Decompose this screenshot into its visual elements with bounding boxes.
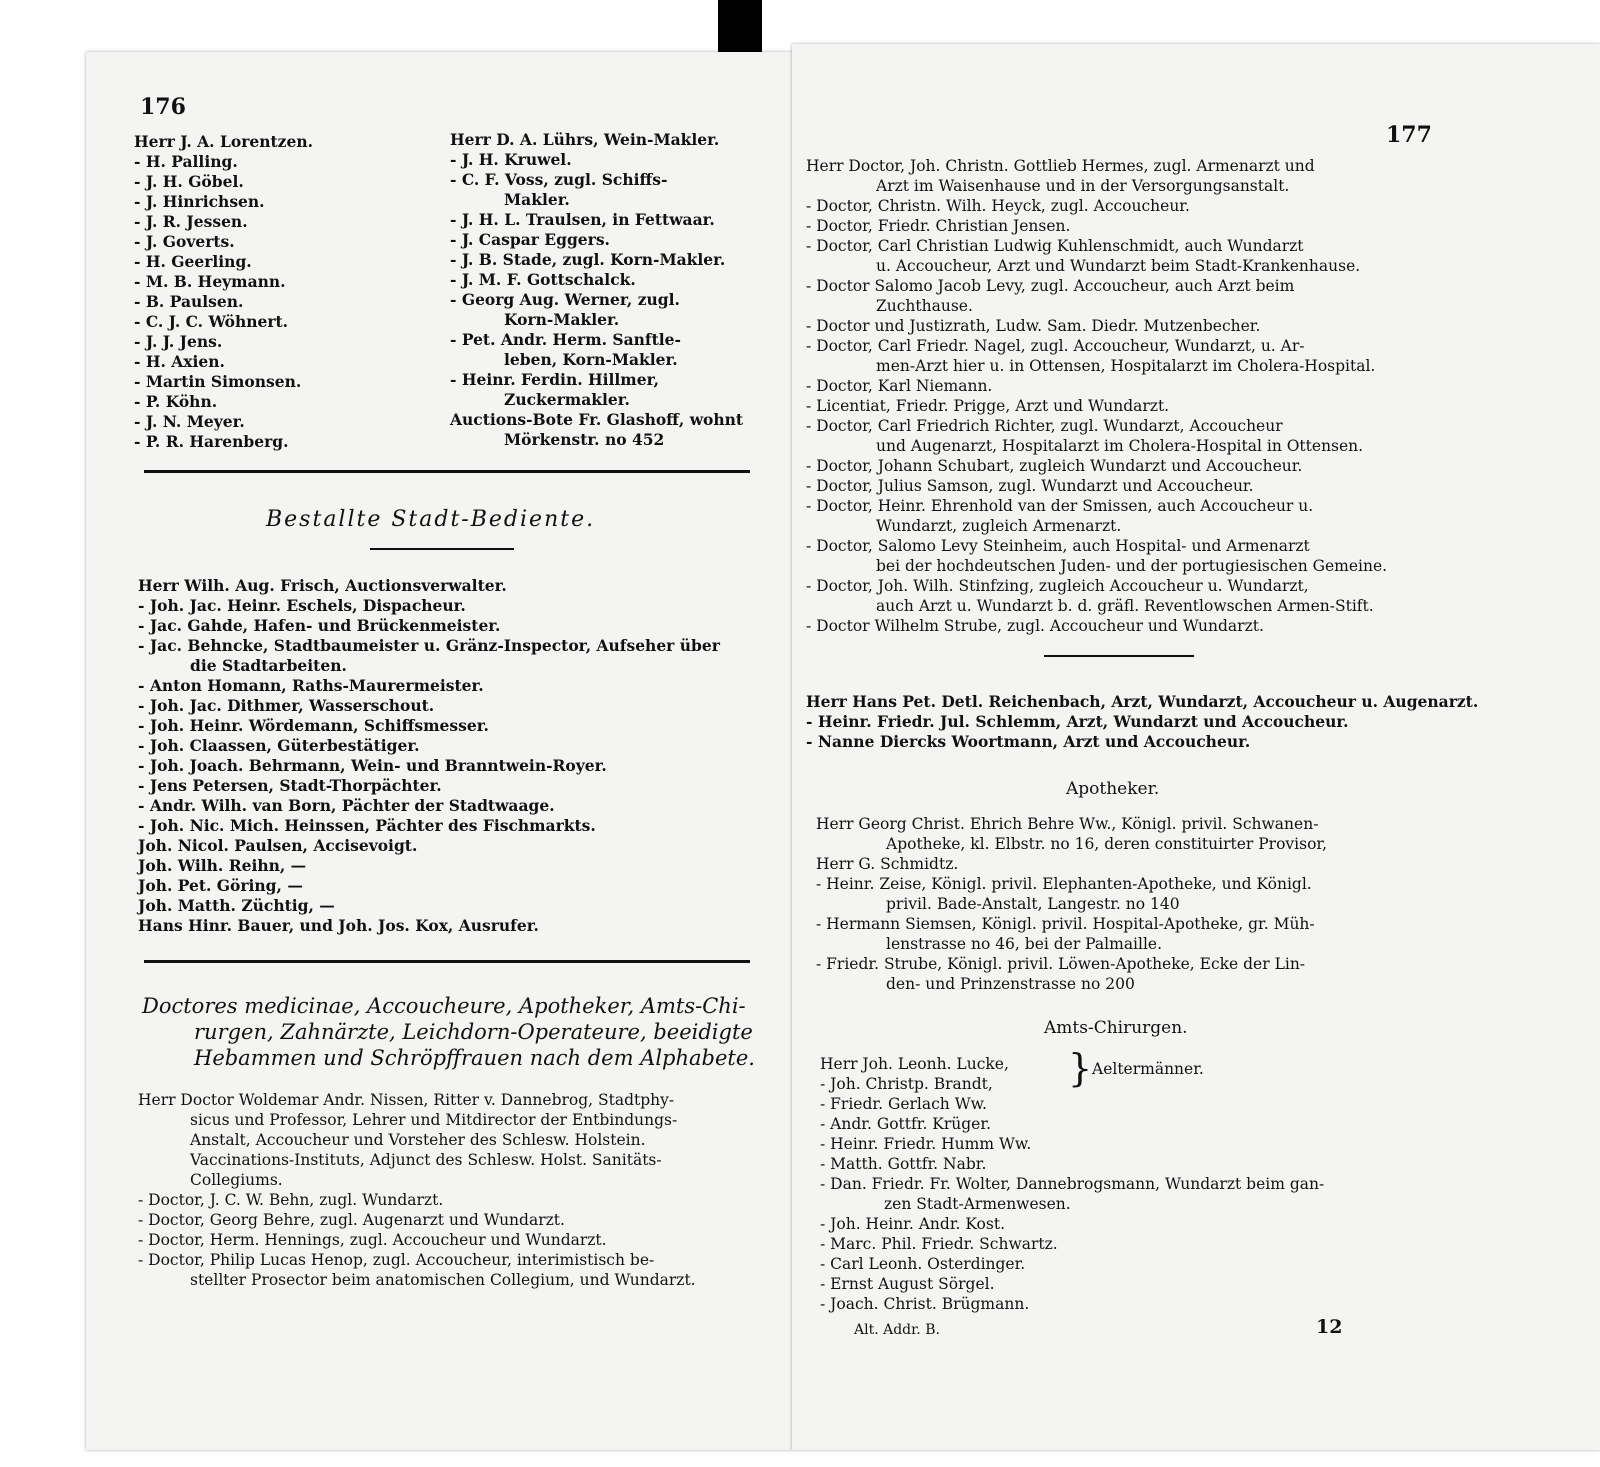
entry-line: Herr G. Schmidtz.	[816, 855, 959, 873]
entry-line: - Doctor, Joh. Wilh. Stinfzing, zugleich Accoucheur u. Wundarzt,	[806, 577, 1309, 595]
entry-line: - J. Hinrichsen.	[134, 192, 265, 211]
entry-line: auch Arzt u. Wundarzt b. d. gräfl. Reventlowschen Armen-Stift.	[876, 597, 1374, 615]
entry-line: - Georg Aug. Werner, zugl.	[450, 290, 680, 309]
entry-line: - Doctor, Herm. Hennings, zugl. Accoucheur und Wundarzt.	[138, 1231, 607, 1249]
entry-line: Vaccinations-Instituts, Adjunct des Schlesw. Holst. Sanitäts-	[190, 1151, 662, 1169]
entry-line: - Friedr. Gerlach Ww.	[820, 1095, 987, 1113]
entry-line: - Friedr. Strube, Königl. privil. Löwen-Apotheke, Ecke der Lin-	[816, 955, 1306, 973]
entry-line: Apotheke, kl. Elbstr. no 16, deren constituirter Provisor,	[886, 835, 1328, 853]
entry-line: Joh. Matth. Züchtig, —	[138, 896, 335, 915]
entry-line: Collegiums.	[190, 1171, 283, 1189]
entry-line: stellter Prosector beim anatomischen Collegium, und Wundarzt.	[190, 1271, 696, 1289]
entry-line: - J. J. Jens.	[134, 332, 223, 351]
entry-line: - Doctor, Carl Christian Ludwig Kuhlenschmidt, auch Wundarzt	[806, 237, 1304, 255]
entry-line: - Andr. Gottfr. Krüger.	[820, 1115, 991, 1133]
entry-line: - Joach. Christ. Brügmann.	[820, 1295, 1030, 1313]
entry-line: leben, Korn-Makler.	[504, 350, 678, 369]
entry-line: Herr D. A. Lührs, Wein-Makler.	[450, 130, 720, 149]
entry-line: - Ernst August Sörgel.	[820, 1275, 995, 1293]
right-page	[792, 44, 1600, 1450]
entry-line: - Joh. Jac. Dithmer, Wasserschout.	[138, 696, 435, 715]
entry-line: die Stadtarbeiten.	[190, 656, 347, 675]
entry-line: Joh. Wilh. Reihn, —	[138, 856, 307, 875]
entry-line: zen Stadt-Armenwesen.	[884, 1195, 1071, 1213]
brace: }	[1068, 1046, 1093, 1090]
entry-line: Anstalt, Accoucheur und Vorsteher des Schlesw. Holstein.	[190, 1131, 646, 1149]
entry-line: - J. B. Stade, zugl. Korn-Makler.	[450, 250, 726, 269]
entry-line: Korn-Makler.	[504, 310, 620, 329]
section-divider	[144, 470, 750, 473]
entry-line: Herr Doctor, Joh. Christn. Gottlieb Hermes, zugl. Armenarzt und	[806, 157, 1315, 175]
entry-line: - Doctor, Friedr. Christian Jensen.	[806, 217, 1071, 235]
entry-line: Mörkenstr. no 452	[504, 430, 665, 449]
entry-line: u. Accoucheur, Arzt und Wundarzt beim Stadt-Krankenhause.	[876, 257, 1361, 275]
entry-line: - Hermann Siemsen, Königl. privil. Hospital-Apotheke, gr. Müh-	[816, 915, 1315, 933]
entry-line: - Doctor, Heinr. Ehrenhold van der Smissen, auch Accoucheur u.	[806, 497, 1314, 515]
entry-line: Auctions-Bote Fr. Glashoff, wohnt	[450, 410, 744, 429]
entry-line: - Joh. Claassen, Güterbestätiger.	[138, 736, 420, 755]
entry-line: - Jens Petersen, Stadt-Thorpächter.	[138, 776, 442, 795]
entry-line: - Martin Simonsen.	[134, 372, 302, 391]
entry-line: - Joh. Heinr. Andr. Kost.	[820, 1215, 1006, 1233]
footer-sheet-number: 12	[1316, 1316, 1343, 1338]
entry-line: Makler.	[504, 190, 570, 209]
entry-line: - J. H. Göbel.	[134, 172, 244, 191]
entry-line: Zuckermakler.	[504, 390, 630, 409]
entry-line: - H. Geerling.	[134, 252, 252, 271]
entry-line: - Pet. Andr. Herm. Sanftle-	[450, 330, 681, 349]
entry-line: Herr Wilh. Aug. Frisch, Auctionsverwalter.	[138, 576, 507, 595]
section-title-line: Doctores medicinae, Accoucheure, Apotheker, Amts-Chi-	[142, 994, 746, 1018]
entry-line: - Joh. Nic. Mich. Heinssen, Pächter des Fischmarkts.	[138, 816, 596, 835]
entry-line: - Andr. Wilh. van Born, Pächter der Stadtwaage.	[138, 796, 555, 815]
entry-line: - P. Köhn.	[134, 392, 218, 411]
entry-line: - Heinr. Friedr. Jul. Schlemm, Arzt, Wundarzt und Accoucheur.	[806, 712, 1349, 731]
entry-line: - J. R. Jessen.	[134, 212, 248, 231]
entry-line: lenstrasse no 46, bei der Palmaille.	[886, 935, 1163, 953]
entry-line: - H. Palling.	[134, 152, 238, 171]
entry-line: Herr Georg Christ. Ehrich Behre Ww., Königl. privil. Schwanen-	[816, 815, 1319, 833]
entry-line: - Marc. Phil. Friedr. Schwartz.	[820, 1235, 1058, 1253]
entry-line: - Joh. Joach. Behrmann, Wein- und Branntwein-Royer.	[138, 756, 607, 775]
entry-line: - Doctor und Justizrath, Ludw. Sam. Diedr. Mutzenbecher.	[806, 317, 1261, 335]
entry-line: Herr Hans Pet. Detl. Reichenbach, Arzt, Wundarzt, Accoucheur u. Augenarzt.	[806, 692, 1479, 711]
entry-line: - Doctor Salomo Jacob Levy, zugl. Accoucheur, auch Arzt beim	[806, 277, 1295, 295]
entry-line: - Jac. Behncke, Stadtbaumeister u. Gränz-Inspector, Aufseher über	[138, 636, 720, 655]
entry-line: - Doctor Wilhelm Strube, zugl. Accoucheur und Wundarzt.	[806, 617, 1264, 635]
section-divider	[144, 960, 750, 963]
binder-clip	[718, 0, 762, 52]
entry-line: - Joh. Christp. Brandt,	[820, 1075, 993, 1093]
entry-line: - H. Axien.	[134, 352, 225, 371]
entry-line: Zuchthause.	[876, 297, 973, 315]
entry-line: - Doctor, Salomo Levy Steinheim, auch Hospital- und Armenarzt	[806, 537, 1310, 555]
entry-line: Joh. Nicol. Paulsen, Accisevoigt.	[138, 836, 418, 855]
entry-line: - Doctor, Christn. Wilh. Heyck, zugl. Accoucheur.	[806, 197, 1190, 215]
entry-line: - Carl Leonh. Osterdinger.	[820, 1255, 1026, 1273]
entry-line: - M. B. Heymann.	[134, 272, 286, 291]
entry-line: Arzt im Waisenhause und in der Versorgungsanstalt.	[876, 177, 1290, 195]
entry-line: - Doctor, Philip Lucas Henop, zugl. Accoucheur, interimistisch be-	[138, 1251, 655, 1269]
entry-line: - J. H. L. Traulsen, in Fettwaar.	[450, 210, 715, 229]
entry-line: - Dan. Friedr. Fr. Wolter, Dannebrogsmann, Wundarzt beim gan-	[820, 1175, 1325, 1193]
entry-line: - Doctor, Karl Niemann.	[806, 377, 993, 395]
page-number-right: 177	[1386, 122, 1432, 148]
section-underline	[370, 548, 514, 550]
entry-line: Wundarzt, zugleich Armenarzt.	[876, 517, 1122, 535]
entry-line: - J. M. F. Gottschalck.	[450, 270, 636, 289]
section-title-line: Hebammen und Schröpffrauen nach dem Alphabete.	[194, 1046, 755, 1070]
entry-line: - Nanne Diercks Woortmann, Arzt und Accoucheur.	[806, 732, 1251, 751]
entry-line: Hans Hinr. Bauer, und Joh. Jos. Kox, Ausrufer.	[138, 916, 539, 935]
entry-line: - Joh. Heinr. Wördemann, Schiffsmesser.	[138, 716, 489, 735]
entry-line: - J. N. Meyer.	[134, 412, 245, 431]
page-number-left: 176	[140, 94, 186, 120]
entry-line: - Anton Homann, Raths-Maurermeister.	[138, 676, 484, 695]
entry-line: - P. R. Harenberg.	[134, 432, 289, 451]
entry-line: - C. J. C. Wöhnert.	[134, 312, 289, 331]
entry-line: - J. Goverts.	[134, 232, 235, 251]
entry-line: und Augenarzt, Hospitalarzt im Cholera-Hospital in Ottensen.	[876, 437, 1364, 455]
entry-line: - Doctor, Julius Samson, zugl. Wundarzt und Accoucheur.	[806, 477, 1254, 495]
entry-line: men-Arzt hier u. in Ottensen, Hospitalarzt im Cholera-Hospital.	[876, 357, 1376, 375]
entry-line: den- und Prinzenstrasse no 200	[886, 975, 1135, 993]
entry-line: sicus und Professor, Lehrer und Mitdirector der Entbindungs-	[190, 1111, 678, 1129]
entry-line: - Doctor, Carl Friedrich Richter, zugl. Wundarzt, Accoucheur	[806, 417, 1283, 435]
entry-line: - Doctor, Johann Schubart, zugleich Wundarzt und Accoucheur.	[806, 457, 1303, 475]
entry-line: - Doctor, J. C. W. Behn, zugl. Wundarzt.	[138, 1191, 444, 1209]
entry-line: - Doctor, Carl Friedr. Nagel, zugl. Accoucheur, Wundarzt, u. Ar-	[806, 337, 1305, 355]
section-title-amts-chirurgen: Amts-Chirurgen.	[1044, 1018, 1188, 1038]
entry-line: bei der hochdeutschen Juden- und der portugiesischen Gemeine.	[876, 557, 1388, 575]
section-divider	[1044, 655, 1194, 657]
entry-line: - C. F. Voss, zugl. Schiffs-	[450, 170, 668, 189]
entry-line: - Joh. Jac. Heinr. Eschels, Dispacheur.	[138, 596, 466, 615]
entry-line: - Licentiat, Friedr. Prigge, Arzt und Wundarzt.	[806, 397, 1170, 415]
left-page	[86, 52, 792, 1450]
entry-line: - J. Caspar Eggers.	[450, 230, 610, 249]
section-title-apotheker: Apotheker.	[1066, 779, 1160, 799]
entry-line: - B. Paulsen.	[134, 292, 244, 311]
entry-line: Joh. Pet. Göring, —	[138, 876, 303, 895]
entry-line: Herr Doctor Woldemar Andr. Nissen, Ritter v. Dannebrog, Stadtphy-	[138, 1091, 675, 1109]
entry-line: Herr J. A. Lorentzen.	[134, 132, 313, 151]
entry-line: - Heinr. Zeise, Königl. privil. Elephanten-Apotheke, und Königl.	[816, 875, 1312, 893]
entry-line: privil. Bade-Anstalt, Langestr. no 140	[886, 895, 1180, 913]
entry-line: - Heinr. Ferdin. Hillmer,	[450, 370, 660, 389]
footer-signature: Alt. Addr. B.	[854, 1322, 940, 1338]
entry-line: - J. H. Kruwel.	[450, 150, 572, 169]
entry-line: Herr Joh. Leonh. Lucke,	[820, 1055, 1009, 1073]
entry-line: - Matth. Gottfr. Nabr.	[820, 1155, 987, 1173]
entry-line: - Heinr. Friedr. Humm Ww.	[820, 1135, 1032, 1153]
entry-line: - Jac. Gahde, Hafen- und Brückenmeister.	[138, 616, 501, 635]
entry-line: - Doctor, Georg Behre, zugl. Augenarzt und Wundarzt.	[138, 1211, 565, 1229]
section-title-line: rurgen, Zahnärzte, Leichdorn-Operateure, beeidigte	[194, 1020, 753, 1044]
aeltermaenner-label: Aeltermänner.	[1092, 1060, 1204, 1078]
section-title-stadt-bediente: Bestallte Stadt-Bediente.	[266, 507, 596, 532]
